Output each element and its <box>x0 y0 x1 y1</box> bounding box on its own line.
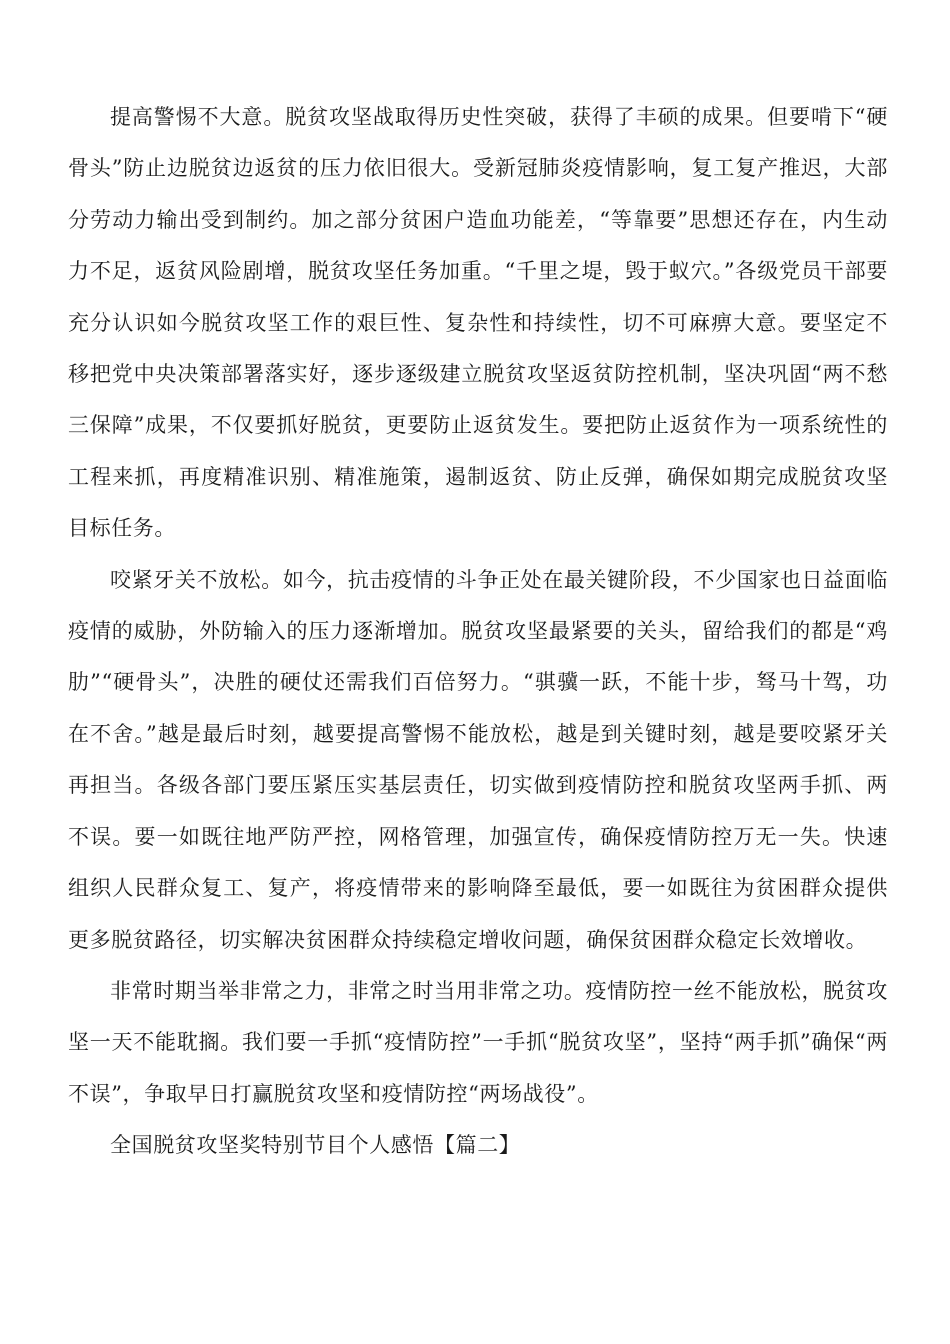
paragraph-extraordinary-times: 非常时期当举非常之力，非常之时当用非常之功。疫情防控一丝不能放松，脱贫攻坚一天不能耽搁。我们要一手抓“疫情防控”一手抓“脱贫攻坚”，坚持“两手抓”确保“两不误”，争取早日打赢脱贫攻坚和疫情防控“两场战役”。 <box>68 978 888 1106</box>
paragraph-persistence: 咬紧牙关不放松。如今，抗击疫情的斗争正处在最关键阶段，不少国家也日益面临疫情的威胁，外防输入的压力逐渐增加。脱贫攻坚最紧要的关头，留给我们的都是“鸡肋”“硬骨头”，决胜的硬仗还需我们百倍努力。“骐骥一跃，不能十步，驽马十驾，功在不舍。”越是最后时刻，越要提高警惕不能放松，越是到关键时刻，越是要咬紧牙关再担当。各级各部门要压紧压实基层责任，切实做到疫情防控和脱贫攻坚两手抓、两不误。要一如既往地严防严控，网格管理，加强宣传，确保疫情防控万无一失。快速组织人民群众复工、复产，将疫情带来的影响降至最低，要一如既往为贫困群众提供更多脱贫路径，切实解决贫困群众持续稳定增收问题，确保贫困群众稳定长效增收。 <box>68 567 888 952</box>
paragraph-vigilance: 提高警惕不大意。脱贫攻坚战取得历史性突破，获得了丰硕的成果。但要啃下“硬骨头”防止边脱贫边返贫的压力依旧很大。受新冠肺炎疫情影响，复工复产推迟，大部分劳动力输出受到制约。加之部分贫困户造血功能差，“等靠要”思想还存在，内生动力不足，返贫风险剧增，脱贫攻坚任务加重。“千里之堤，毁于蚁穴。”各级党员干部要充分认识如今脱贫攻坚工作的艰巨性、复杂性和持续性，切不可麻痹大意。要坚定不移把党中央决策部署落实好，逐步逐级建立脱贫攻坚返贫防控机制，坚决巩固“两不愁三保障”成果，不仅要抓好脱贫，更要防止返贫发生。要把防止返贫作为一项系统性的工程来抓，再度精准识别、精准施策，遏制返贫、防止反弹，确保如期完成脱贫攻坚目标任务。 <box>68 105 888 541</box>
section-heading: 全国脱贫攻坚奖特别节目个人感悟【篇二】 <box>110 1133 521 1158</box>
document-body <box>68 92 888 1172</box>
